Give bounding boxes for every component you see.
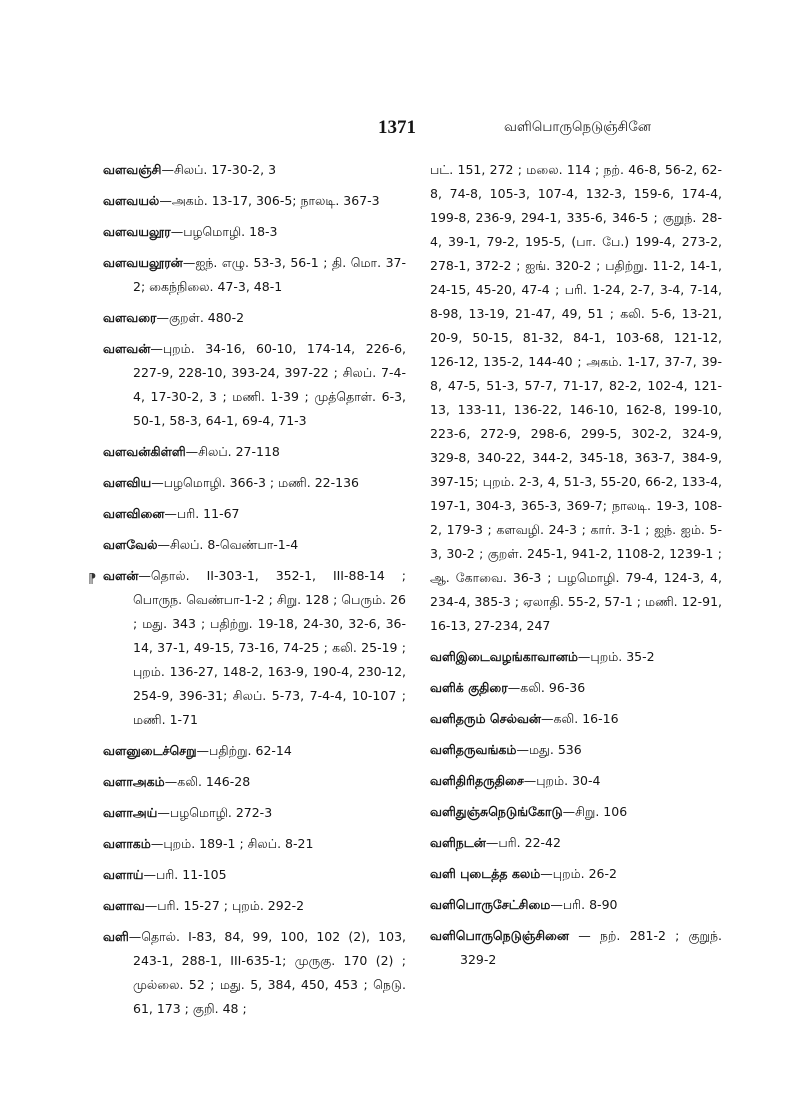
entry-references: —சிலப். 27-118: [185, 444, 280, 459]
entry-references: —தொல். II-303-1, 352-1, III-88-14 ; பொருந. வெண்பா-1-2 ; சிறு. 128 ; பெரும். 26 ; மது. 343 ; பதிற்று. 19-18, 24-30, 32-6, 36-14, 37-1, 49-15, 73-16, 74-25 ; கலி. 25-19 ; புறம். 136-27, 148-2, 163-9, 190-4, 230-12, 254-9, 396-31; சிலப். 5-73, 7-4-4, 10-107 ; மணி. 1-71: [133, 568, 406, 727]
entry-references: — நற். 281-2 ; குறுந். 329-2: [460, 928, 722, 967]
entry-references: —பரி. 11-105: [143, 867, 227, 882]
entry-headword: வளனுடைச்செறு: [103, 743, 197, 758]
entry-headword: வளவரை: [103, 310, 157, 325]
entry-references: —கலி. 16-16: [541, 711, 619, 726]
entry-headword: வளிபொருசேட்சிமை: [430, 897, 551, 912]
index-entry: [430, 769, 722, 793]
entry-references: —பதிற்று. 62-14: [196, 743, 292, 758]
running-title: வளிபொருநெடுஞ்சினே: [504, 119, 651, 135]
entry-headword: வளாஅய்: [103, 805, 158, 820]
entry-headword: வளவன்கிள்ளி: [103, 444, 186, 459]
entry-headword: வளாய்: [103, 867, 144, 882]
entry-headword: வளவயல்: [103, 193, 160, 208]
right-column: [430, 158, 722, 979]
entry-references: —தொல். I-83, 84, 99, 100, 102 (2), 103, 243-1, 288-1, III-635-1; முருகு. 170 (2) ; முல்லை. 52 ; மது. 5, 384, 450, 453 ; நெடு. 61, 173 ; குறி. 48 ;: [128, 929, 406, 1016]
entry-references: —அகம். 13-17, 306-5; நாலடி. 367-3: [159, 193, 380, 208]
entry-references: —சிறு. 106: [562, 804, 628, 819]
entry-headword: வளி: [103, 929, 129, 944]
index-entry: [103, 832, 406, 856]
margin-mark: ⁋: [88, 572, 97, 587]
entry-references: பட். 151, 272 ; மலை. 114 ; நற். 46-8, 56-2, 62-8, 74-8, 105-3, 107-4, 132-3, 159-6, 174-4, 199-8, 236-9, 294-1, 335-6, 346-5 ; குறுந். 28-4, 39-1, 79-2, 195-5, (பா. பே.) 199-4, 273-2, 278-1, 372-2 ; ஐங். 320-2 ; பதிற்று. 11-2, 14-1, 24-15, 45-20, 47-4 ; பரி. 1-24, 2-7, 3-4, 7-14, 8-98, 13-19, 21-47, 49, 51 ; கலி. 5-6, 13-21, 20-9, 50-15, 81-32, 84-1, 103-68, 121-12, 126-12, 135-2, 144-40 ; அகம். 1-17, 37-7, 39-8, 47-5, 51-3, 57-7, 71-17, 82-2, 102-4, 121-13, 133-11, 136-22, 146-10, 162-8, 199-10, 223-6, 272-9, 298-6, 299-5, 302-2, 324-9, 329-8, 340-22, 344-2, 345-18, 363-7, 384-9, 397-15; புறம். 2-3, 4, 51-3, 55-20, 66-2, 133-4, 197-1, 304-3, 365-3, 369-7; நாலடி. 19-3, 108-2, 179-3 ; களவழி. 24-3 ; கார். 3-1 ; ஐந். ஐம். 5-3, 30-2 ; குறள். 245-1, 941-2, 1108-2, 1239-1 ; ஆ. கோவை. 36-3 ; பழமொழி. 79-4, 124-3, 4, 234-4, 385-3 ; ஏலாதி. 55-2, 57-1 ; மணி. 12-91, 16-13, 27-234, 247: [430, 162, 722, 633]
entry-headword: வளாகம்: [103, 836, 151, 851]
index-entry: [103, 471, 406, 495]
left-column: [103, 158, 406, 1028]
index-entry: [103, 251, 406, 299]
entry-headword: வளிதரும் செல்வன்: [430, 711, 542, 726]
entry-references: —பரி. 22-42: [485, 835, 561, 850]
entry-headword: வளிதருவங்கம்: [430, 742, 517, 757]
entry-references: —பரி. 11-67: [164, 506, 240, 521]
index-entry: [103, 863, 406, 887]
entry-headword: வளிநடன்: [430, 835, 486, 850]
entry-references: —கலி. 96-36: [507, 680, 586, 695]
index-entry: [103, 337, 406, 433]
index-entry: [430, 862, 722, 886]
entry-headword: வளி புடைத்த கலம்: [430, 866, 541, 881]
index-entry: [430, 800, 722, 824]
entry-headword: வளாஅகம்: [103, 774, 165, 789]
index-entry: [430, 893, 722, 917]
entry-headword: வளவிய: [103, 475, 152, 490]
page-header: [0, 117, 800, 147]
entry-headword: வளாவ: [103, 898, 145, 913]
entry-headword: வளவயலூர: [103, 224, 171, 239]
entry-references: —மது. 536: [516, 742, 582, 757]
entry-references: —பழமொழி. 272-3: [157, 805, 273, 820]
entry-references: —குறள். 480-2: [156, 310, 245, 325]
index-entry: [430, 831, 722, 855]
index-entry: [430, 924, 722, 972]
index-entry: [103, 502, 406, 526]
index-entry: [103, 158, 406, 182]
index-entry: [103, 220, 406, 244]
index-entry: [430, 676, 722, 700]
entry-headword: வளவன்: [103, 341, 151, 356]
index-entry: [103, 894, 406, 918]
entry-headword: வளவினை: [103, 506, 165, 521]
index-entry: [430, 158, 722, 638]
index-entry: [103, 770, 406, 794]
index-entry: [103, 533, 406, 557]
entry-headword: வளவஞ்சி: [103, 162, 162, 177]
entry-headword: வளன்: [103, 568, 139, 583]
entry-references: —ஐந். எழு. 53-3, 56-1 ; தி. மொ. 37-2; கைந்நிலை. 47-3, 48-1: [133, 255, 406, 294]
index-entry: [430, 707, 722, 731]
entry-references: —பரி. 8-90: [550, 897, 618, 912]
entry-headword: வளிதுஞ்சுநெடுங்கோடு: [430, 804, 563, 819]
index-entry: [103, 440, 406, 464]
index-entry: [103, 564, 406, 732]
index-entry: [103, 739, 406, 763]
entry-references: —புறம். 189-1 ; சிலப். 8-21: [150, 836, 314, 851]
index-entry: [430, 738, 722, 762]
entry-references: —பரி. 15-27 ; புறம். 292-2: [144, 898, 305, 913]
entry-headword: வளிஇடைவழங்காவானம்: [430, 649, 578, 664]
index-entry: [430, 645, 722, 669]
index-entry: [103, 925, 406, 1021]
index-entry: [103, 801, 406, 825]
entry-headword: வளிதிரிதருதிசை: [430, 773, 524, 788]
entry-references: —புறம். 34-16, 60-10, 174-14, 226-6, 227-9, 228-10, 393-24, 397-22 ; சிலப். 7-4-4, 17-30-2, 3 ; மணி. 1-39 ; முத்தொள். 6-3, 50-1, 58-3, 64-1, 69-4, 71-3: [133, 341, 406, 428]
page-number: 1371: [378, 117, 416, 138]
entry-references: —புறம். 35-2: [577, 649, 655, 664]
entry-headword: வளவேல்: [103, 537, 158, 552]
entry-references: —புறம். 26-2: [540, 866, 617, 881]
index-entry: [103, 306, 406, 330]
entry-references: —புறம். 30-4: [523, 773, 601, 788]
entry-references: —சிலப். 8-வெண்பா-1-4: [157, 537, 299, 552]
entry-references: —பழமொழி. 18-3: [170, 224, 278, 239]
entry-headword: வளிக் குதிரை: [430, 680, 508, 695]
entry-references: —சிலப். 17-30-2, 3: [161, 162, 277, 177]
entry-references: —கலி. 146-28: [164, 774, 251, 789]
entry-headword: வளிபொருநெடுஞ்சினை: [430, 928, 570, 943]
entry-headword: வளவயலூரன்: [103, 255, 183, 270]
entry-references: —பழமொழி. 366-3 ; மணி. 22-136: [151, 475, 359, 490]
index-entry: [103, 189, 406, 213]
